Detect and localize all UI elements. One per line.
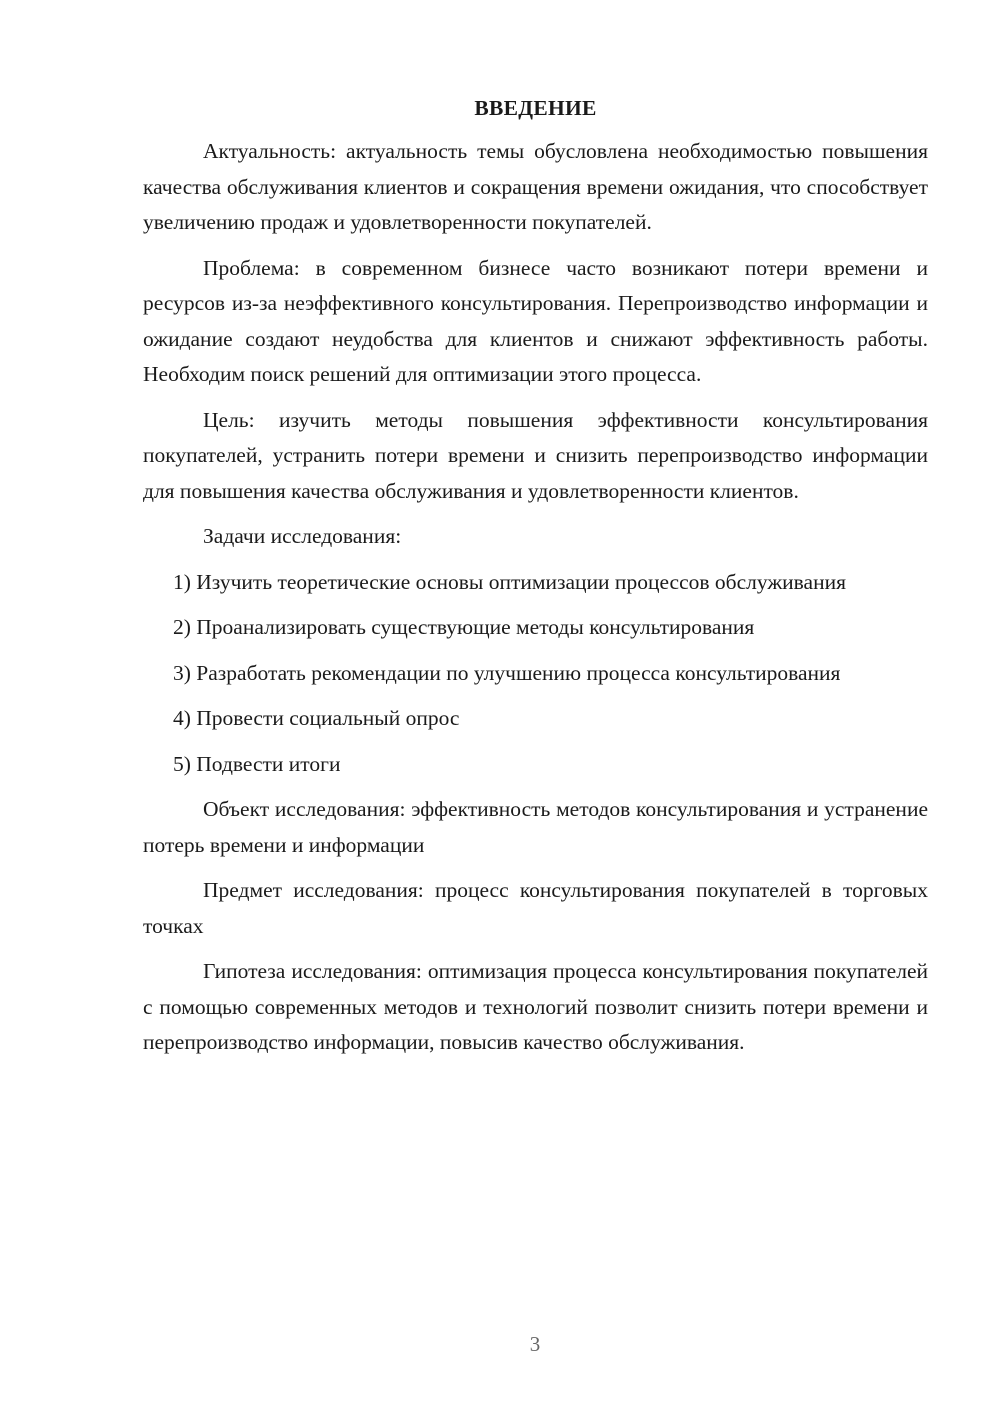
paragraph-hypothesis: Гипотеза исследования: оптимизация процесса консультирования покупателей с помощью современных методов и технологий позволит снизить потери времени и перепроизводство информации, повысив качество обслуживания. — [143, 959, 928, 1054]
section-title: ВВЕДЕНИЕ — [474, 96, 597, 120]
paragraph-goal: Цель: изучить методы повышения эффективности консультирования покупателей, устранить потери времени и снизить перепроизводство информации для повышения качества обслуживания и удовлетворенности клиентов. — [143, 407, 928, 503]
paragraph-relevance: Актуальность: актуальность темы обусловлена необходимостью повышения качества обслуживания клиентов и сокращения времени ожидания, что способствует увеличению продаж и удовлетворенности покупателей. — [143, 139, 928, 234]
paragraph-subject: Предмет исследования: процесс консультирования покупателей в торговых точках — [143, 878, 928, 938]
document-page — [143, 90, 928, 1071]
task-item: 3) Разработать рекомендации по улучшению процесса консультирования — [173, 660, 841, 685]
page-number: 3 — [529, 1332, 541, 1356]
task-item: 5) Подвести итоги — [173, 751, 341, 776]
paragraph-problem: Проблема: в современном бизнесе часто возникают потери времени и ресурсов из-за неэффективного консультирования. Перепроизводство информации и ожидание создают неудобства для клиентов и снижают эффективность работы. Необходим поиск решений для оптимизации этого процесса. — [143, 255, 928, 386]
task-item: 2) Проанализировать существующие методы консультирования — [173, 615, 755, 639]
task-item: 1) Изучить теоретические основы оптимизации процессов обслуживания — [173, 569, 846, 594]
paragraph-tasks-heading: Задачи исследования: — [203, 524, 402, 548]
paragraph-object: Объект исследования: эффективность методов консультирования и устранение потерь времени и информации — [143, 797, 928, 857]
task-item: 4) Провести социальный опрос — [173, 706, 460, 730]
